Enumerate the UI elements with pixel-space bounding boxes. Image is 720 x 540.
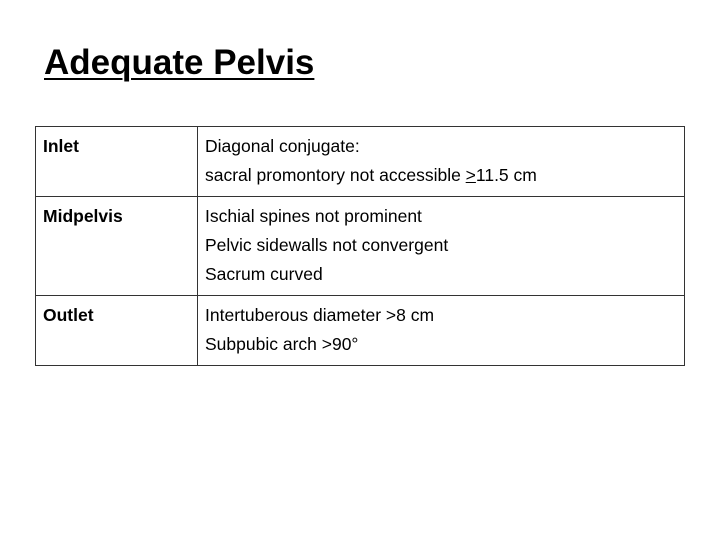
- table-row-midpelvis: [36, 197, 685, 296]
- midpelvis-criterion-line: Ischial spines not prominent: [205, 206, 422, 226]
- inlet-criterion-line: Diagonal conjugate:: [205, 136, 360, 156]
- outlet-criterion-line: Subpubic arch >90°: [205, 334, 359, 354]
- row-label-outlet: Outlet: [36, 296, 198, 366]
- midpelvis-criterion-line: Pelvic sidewalls not convergent: [205, 235, 449, 255]
- slide-title: Adequate Pelvis: [44, 43, 315, 82]
- inlet-detail-text: sacral promontory not accessible: [205, 165, 466, 185]
- table-row-outlet: [36, 296, 685, 366]
- row-criteria-midpelvis: [198, 197, 685, 296]
- row-label-midpelvis: Midpelvis: [36, 197, 198, 296]
- outlet-criterion-line: Intertuberous diameter >8 cm: [205, 305, 435, 325]
- row-label-inlet: Inlet: [36, 127, 198, 197]
- inlet-detail-value: 11.5 cm: [475, 165, 537, 185]
- inlet-criterion-detail: [205, 161, 676, 190]
- greater-or-equal-symbol: >: [465, 165, 476, 185]
- row-criteria-inlet: [198, 127, 685, 197]
- midpelvis-criterion-line: Sacrum curved: [205, 264, 323, 284]
- pelvis-criteria-table: [35, 126, 685, 366]
- row-criteria-outlet: [198, 296, 685, 366]
- table-row-inlet: [36, 127, 685, 197]
